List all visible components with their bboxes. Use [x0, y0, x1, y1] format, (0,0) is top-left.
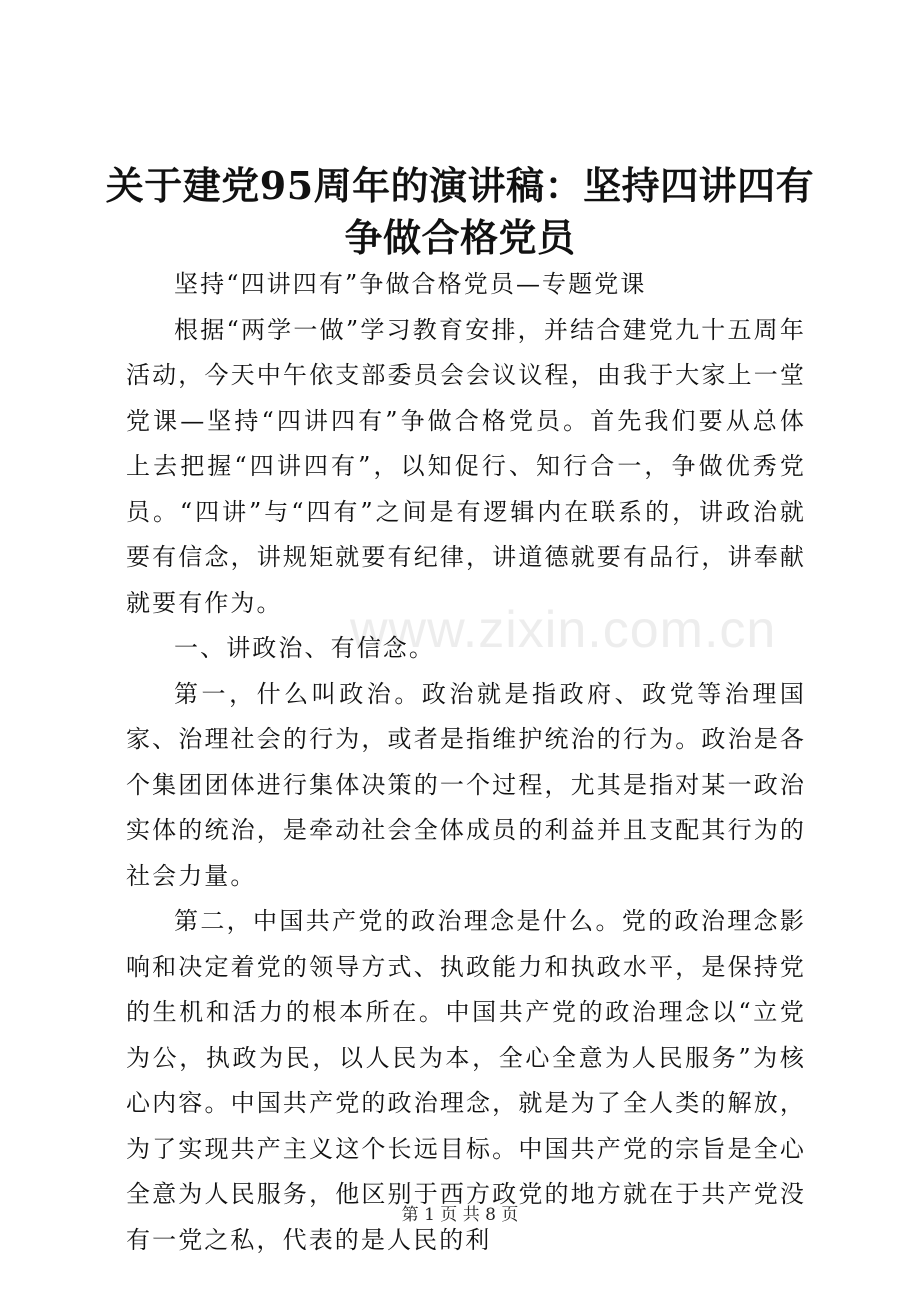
paragraph-subtitle: 坚持“四讲四有”争做合格党员—专题党课 [174, 270, 647, 298]
paragraph: 第二，中国共产党的政治理念是什么。党的政治理念影响和决定着党的领导方式、执政能力和执政水平，是保持党的生机和活力的根本所在。中国共产党的政治理念以“立党为公，执政为民，以人民为本，全心全意为人民服务”为核心内容。中国共产党的政治理念，就是为了全人类的解放，为了实现共产主义这个长远目标。中国共产党的宗旨是全心全意为人民服务，他区别于西方政党的地方就在于共产党没有一党之私，代表的是人民的利 [126, 907, 806, 1254]
page-footer [0, 1200, 920, 1225]
paragraph: 根据“两学一做”学习教育安排，并结合建党九十五周年活动，今天中午依支部委员会会议议程，由我于大家上一堂党课—坚持“四讲四有”争做合格党员。首先我们要从总体上去把握“四讲四有”，以知促行、知行合一，争做优秀党员。“四讲”与“四有”之间是有逻辑内在联系的，讲政治就要有信念，讲规矩就要有纪律，讲道德就要有品行，讲奉献就要有作为。 [126, 315, 806, 617]
document-body [126, 262, 806, 1263]
document-title: 关于建党95周年的演讲稿：坚持四讲四有争做合格党员 [105, 163, 815, 260]
section-heading: 一、讲政治、有信念。 [174, 634, 435, 662]
paragraph: 第一，什么叫政治。政治就是指政府、政党等治理国家、治理社会的行为，或者是指维护统治的行为。政治是各个集团团体进行集体决策的一个过程，尤其是指对某一政治实体的统治，是牵动社会全体成员的利益并且支配其行为的社会力量。 [126, 679, 806, 890]
page-number: 第 1 页 共 8 页 [401, 1205, 519, 1225]
watermark-text: www.zixin.com.cn [350, 601, 777, 659]
